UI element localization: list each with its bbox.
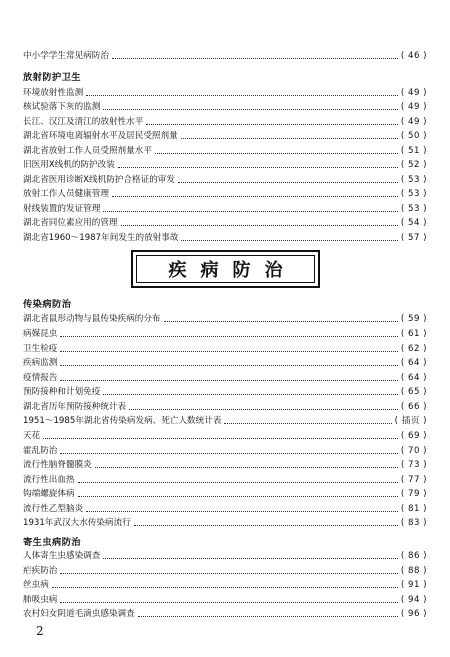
dot-leader: [181, 137, 398, 139]
toc-entry: [23, 323, 427, 339]
entry-page: ( 52 ): [400, 160, 427, 170]
entry-page: ( 65 ): [400, 387, 427, 397]
entry-page: ( 54 ): [400, 218, 427, 228]
entry-page: ( 53 ): [400, 204, 427, 214]
entry-title: 长江、汉江及清江的放射性水平: [23, 117, 144, 127]
dot-leader: [121, 224, 398, 226]
entry-page: ( 69 ): [400, 431, 427, 441]
entry-page: ( 50 ): [400, 131, 427, 141]
entry-title: 放射工作人员健康管理: [23, 189, 109, 199]
entry-page: ( 57 ): [400, 233, 427, 243]
chapter-title: 疾病防治: [168, 260, 297, 281]
entry-page: ( 49 ): [400, 88, 427, 98]
entry-title: 疾病监测: [23, 358, 58, 368]
entry-title: 天花: [23, 431, 41, 441]
toc-entry: [23, 410, 427, 426]
entry-title: 卫生检疫: [23, 344, 58, 354]
dot-leader: [181, 239, 397, 241]
dot-leader: [138, 615, 398, 617]
entry-page: ( 62 ): [400, 344, 427, 354]
dot-leader: [103, 557, 398, 559]
entry-page: ( 81 ): [400, 504, 427, 514]
entry-title: 农村妇女阴道毛滴虫感染调查: [23, 609, 135, 619]
dot-leader: [60, 335, 398, 337]
entry-page: ( 61 ): [400, 329, 427, 339]
toc-entry: [23, 381, 427, 397]
entry-title: 环境放射性监测: [23, 88, 84, 98]
entry-title: 1931年武汉大水传染病流行: [23, 518, 131, 528]
entry-title: 病媒昆虫: [23, 329, 58, 339]
toc-entry: [23, 227, 427, 243]
entry-title: 湖北省同位素应用的管理: [23, 218, 118, 228]
toc-entry: [23, 183, 427, 199]
entry-page: ( 96 ): [400, 609, 427, 619]
dot-leader: [164, 320, 398, 322]
entry-page: ( 49 ): [400, 117, 427, 127]
toc-entry: [23, 352, 427, 368]
dot-leader: [52, 586, 398, 588]
dot-leader: [112, 195, 398, 197]
section-heading: 传染病防治: [23, 299, 72, 310]
toc-entry: [23, 483, 427, 499]
entry-title: 湖北省历年预防接种统计表: [23, 402, 127, 412]
toc-entry: [23, 154, 427, 170]
dot-leader: [103, 393, 398, 395]
dot-leader: [43, 437, 398, 439]
dot-leader: [112, 57, 398, 59]
toc-entry: [23, 425, 427, 441]
dot-leader: [95, 466, 398, 468]
entry-title: 湖北省放射工作人员受照剂量水平: [23, 146, 152, 156]
entry-page: ( 79 ): [400, 489, 427, 499]
entry-title: 钩端螺旋体病: [23, 489, 75, 499]
toc-entry: [23, 96, 427, 112]
section-heading: 寄生虫病防治: [23, 537, 82, 548]
entry-title: 中小学学生常见病防治: [23, 51, 109, 61]
entry-title: 湖北省鼠形动物与鼠传染疾病的分布: [23, 314, 161, 324]
entry-title: 湖北省医用诊断X线机防护合格证的审发: [23, 175, 175, 185]
entry-title: 流行性脑脊髓膜炎: [23, 460, 92, 470]
entry-title: 湖北省环境电离辐射水平及居民受照剂量: [23, 131, 178, 141]
entry-title: 射线装置的发证管理: [23, 204, 101, 214]
dot-leader: [118, 166, 398, 168]
toc-entry: [23, 454, 427, 470]
toc-entry: [23, 212, 427, 228]
entry-title: 人体寄生虫感染调查: [23, 551, 101, 561]
dot-leader: [134, 524, 398, 526]
entry-title: 流行性出血热: [23, 475, 75, 485]
entry-page: ( 77 ): [400, 475, 427, 485]
entry-page: ( 83 ): [400, 518, 427, 528]
entry-page: ( 73 ): [400, 460, 427, 470]
entry-page: ( 51 ): [400, 146, 427, 156]
entry-title: 核试验落下灰的监测: [23, 102, 101, 112]
entry-title: 旧医用X线机的防护改装: [23, 160, 115, 170]
toc-entry: [23, 45, 427, 61]
entry-page: ( 53 ): [400, 175, 427, 185]
entry-title: 疟疾防治: [23, 566, 58, 576]
dot-leader: [60, 364, 398, 366]
entry-page: ( 88 ): [400, 566, 427, 576]
section-heading: 放射防护卫生: [23, 72, 82, 83]
entry-page: ( 53 ): [400, 189, 427, 199]
page-number: 2: [36, 624, 44, 638]
entry-page: ( 70 ): [400, 446, 427, 456]
entry-title: 预防接种和计划免疫: [23, 387, 101, 397]
entry-title: 疫情报告: [23, 373, 58, 383]
entry-title: 湖北省1960～1987年间发生的放射事故: [23, 233, 179, 243]
toc-entry: [23, 574, 427, 590]
entry-title: 1951～1985年湖北省传染病发病、死亡人数统计表: [23, 416, 222, 426]
entry-page: ( 94 ): [400, 595, 427, 605]
toc-entry: [23, 308, 427, 324]
dot-leader: [103, 108, 398, 110]
toc-entry: [23, 512, 427, 528]
chapter-banner: [131, 250, 320, 288]
entry-page: ( 91 ): [400, 580, 427, 590]
entry-page: ( 86 ): [400, 551, 427, 561]
toc-entry: [23, 125, 427, 141]
entry-page: ( 66 ): [400, 402, 427, 412]
toc-entry: [23, 545, 427, 561]
dot-leader: [224, 422, 391, 424]
entry-title: 霍乱防治: [23, 446, 58, 456]
entry-page: ( 64 ): [400, 373, 427, 383]
toc-entry: [23, 603, 427, 619]
entry-page: ( 插页 ): [394, 416, 427, 426]
entry-title: 丝虫病: [23, 580, 49, 590]
entry-title: 流行性乙型脑炎: [23, 504, 84, 514]
entry-title: 肺吸虫病: [23, 595, 58, 605]
entry-page: ( 49 ): [400, 102, 427, 112]
entry-page: ( 46 ): [400, 51, 427, 61]
entry-page: ( 59 ): [400, 314, 427, 324]
entry-page: ( 64 ): [400, 358, 427, 368]
dot-leader: [78, 495, 398, 497]
